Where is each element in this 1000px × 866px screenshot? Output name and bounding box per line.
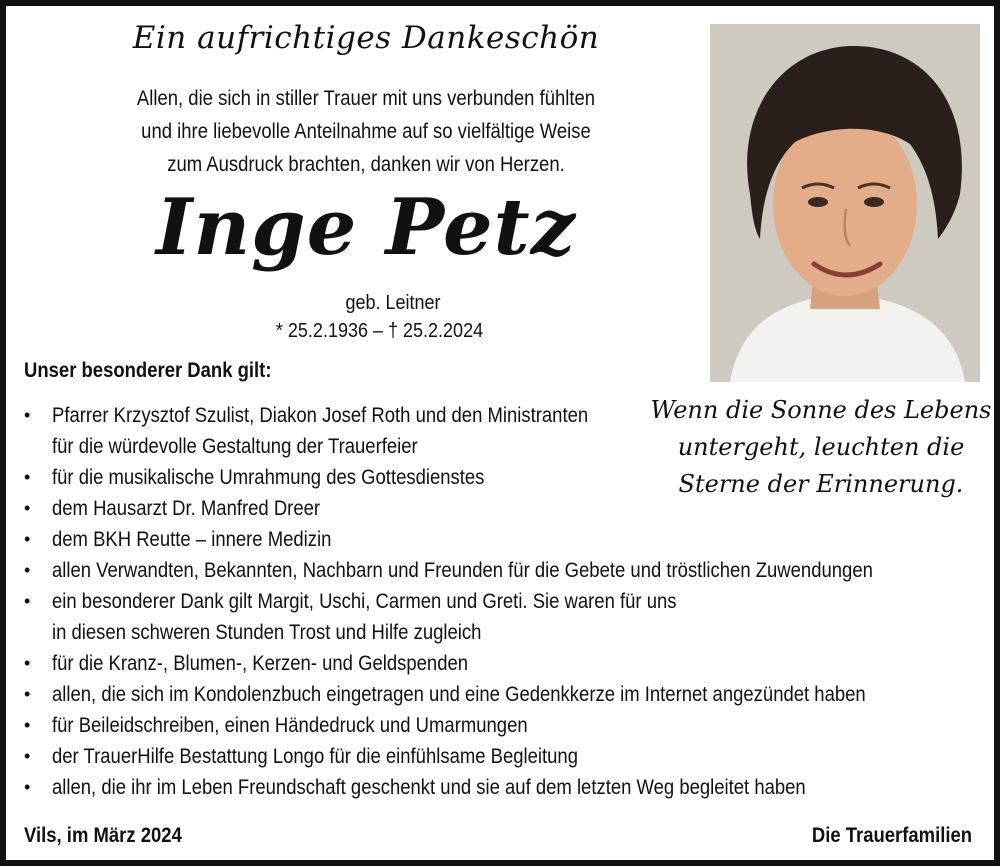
thanks-list-item bbox=[24, 617, 984, 648]
thanks-list-item bbox=[24, 462, 984, 493]
thanks-list-item bbox=[24, 741, 984, 772]
thanks-item-text: für die musikalische Umrahmung des Gottesdienstes bbox=[52, 466, 485, 489]
bullet-icon: • bbox=[24, 684, 31, 704]
intro-text bbox=[84, 82, 647, 181]
portrait-photo bbox=[710, 24, 980, 382]
bullet-icon: • bbox=[24, 529, 31, 549]
bullet-icon: • bbox=[24, 715, 31, 735]
thanks-list-item bbox=[24, 400, 984, 431]
thanks-list-heading: Unser besonderer Dank gilt: bbox=[24, 359, 272, 382]
thanks-item-text: allen, die sich im Kondolenzbuch eingetragen und eine Gedenkkerze im Internet angezündet haben bbox=[52, 683, 866, 706]
intro-line: Allen, die sich in stiller Trauer mit uns verbunden fühlten bbox=[136, 87, 596, 110]
intro-line: und ihre liebevolle Anteilnahme auf so vielfältige Weise bbox=[141, 120, 591, 143]
thanks-item-text: für die Kranz-, Blumen-, Kerzen- und Geldspenden bbox=[52, 652, 469, 675]
thanks-item-text: für Beileidschreiben, einen Händedruck und Umarmungen bbox=[52, 714, 528, 737]
portrait-illustration bbox=[710, 24, 980, 382]
thanks-list-item bbox=[24, 679, 984, 710]
thanks-item-text: ein besonderer Dank gilt Margit, Uschi, Carmen und Greti. Sie waren für uns bbox=[52, 590, 677, 613]
bullet-icon: • bbox=[24, 777, 31, 797]
deceased-name: Inge Petz bbox=[155, 182, 577, 273]
thanks-item-text: Pfarrer Krzysztof Szulist, Diakon Josef Roth und den Ministranten bbox=[52, 404, 589, 427]
thanks-list-item bbox=[24, 524, 984, 555]
thanks-list-item bbox=[24, 586, 984, 617]
thanks-title: Ein aufrichtiges Dankeschön bbox=[132, 20, 600, 56]
thanks-list-item bbox=[24, 710, 984, 741]
thanks-item-text: in diesen schweren Stunden Trost und Hilfe zugleich bbox=[52, 621, 482, 644]
thanks-item-text: allen, die ihr im Leben Freundschaft geschenkt und sie auf dem letzten Weg begleitet haben bbox=[52, 776, 806, 799]
bullet-icon: • bbox=[24, 746, 31, 766]
thanks-list bbox=[24, 400, 984, 803]
thanks-list-item bbox=[24, 648, 984, 679]
bullet-icon: • bbox=[24, 591, 31, 611]
thanks-list-item bbox=[24, 431, 984, 462]
thanks-item-text: dem BKH Reutte – innere Medizin bbox=[52, 528, 332, 551]
place-date: Vils, im März 2024 bbox=[24, 824, 182, 847]
quote-line: Wenn die Sonne des Lebens bbox=[650, 396, 992, 424]
thanks-item-text: für die würdevolle Gestaltung der Trauerfeier bbox=[52, 435, 418, 458]
thanks-item-text: dem Hausarzt Dr. Manfred Dreer bbox=[52, 497, 321, 520]
thanks-list-item bbox=[24, 772, 984, 803]
bullet-icon: • bbox=[24, 653, 31, 673]
maiden-name: geb. Leitner bbox=[345, 292, 441, 314]
quote-line: untergeht, leuchten die bbox=[677, 433, 965, 461]
bullet-icon: • bbox=[24, 560, 31, 580]
bullet-icon: • bbox=[24, 467, 31, 487]
life-dates: * 25.2.1936 – † 25.2.2024 bbox=[275, 320, 484, 342]
quote-line: Sterne der Erinnerung. bbox=[678, 470, 964, 498]
thanks-list-item bbox=[24, 555, 984, 586]
thanks-item-text: der TrauerHilfe Bestattung Longo für die einfühlsame Begleitung bbox=[52, 745, 578, 768]
intro-line: zum Ausdruck brachten, danken wir von Herzen. bbox=[167, 153, 565, 176]
thanks-list-item bbox=[24, 493, 984, 524]
signature: Die Trauerfamilien bbox=[811, 824, 972, 847]
bullet-icon: • bbox=[24, 405, 31, 425]
bullet-icon: • bbox=[24, 498, 31, 518]
thanks-item-text: allen Verwandten, Bekannten, Nachbarn und Freunden für die Gebete und tröstlichen Zuwendungen bbox=[52, 559, 873, 582]
